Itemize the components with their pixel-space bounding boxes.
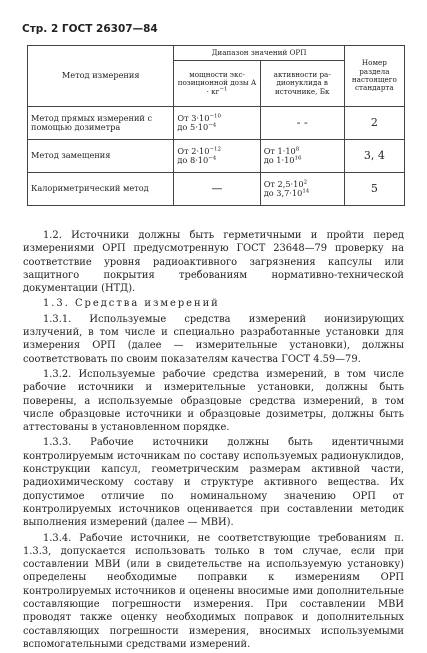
- paragraph-1-3-4: 1.3.4. Рабочие источники, не соответствующие требованиям п. 1.3.3, допускается использовать только в том случае, если при составлении МВИ (или в свидетельстве на используемую установку) определены необходимые поправки к измерениям ОРП контролируемых источников и оценены вносимые ими дополнительные составляющие погрешности измерения. При составлении МВИ проводят также оценку необходимых поправок и дополнительных составляющих погрешности измерения, вносимых используемыми вспомогательными средствами измерений.: [23, 532, 404, 650]
- row-section: 3, 4: [344, 140, 404, 173]
- paragraph-1-3-1: 1.3.1. Используемые средства измерений ионизирующих излучений, в том числе и специально разработанные установки для измерения ОРП (далее — измерительные установки), должны соответствовать по своим показателям качества ГОСТ 4.59—79.: [23, 313, 404, 365]
- range-group-header: Диапазон значений ОРП: [174, 46, 344, 61]
- table-row: [28, 107, 405, 140]
- row-activity-range: - -: [260, 107, 344, 140]
- page-header: Стр. 2 ГОСТ 26307—84: [22, 23, 158, 35]
- paragraph-1-3-2: 1.3.2. Используемые рабочие средства измерений, в том числе рабочие источники и измерительные установки, должны быть поверены, а используемые образцовые средства измерений, в том числе образцовые источники и образцовые дозиметры, должны быть аттестованы в установленном порядке.: [23, 368, 404, 434]
- col-activity-header: активности ра-дионуклида в источнике, Бк: [260, 61, 344, 107]
- section-heading-1-3: 1.3. Средства измерений: [43, 298, 220, 310]
- paragraph-1-2: 1.2. Источники должны быть герметичными и пройти перед измерениями ОРП предусмотренную ГОСТ 23648—79 проверку на соответствие уровня радиоактивного загрязнения капсулы или защитного покрытия требованиям нормативно-технической документации (НТД).: [23, 230, 404, 295]
- row-method: Метод прямых измерений с помощью дозиметра: [28, 107, 174, 140]
- row-power-range: —: [174, 173, 260, 206]
- measurement-methods-table: [27, 45, 405, 206]
- col-section-header: Номер раздела настоящего стандарта: [344, 46, 404, 107]
- row-section: 2: [344, 107, 404, 140]
- col-method-header: Метод измерения: [28, 46, 174, 107]
- row-power-range: От $3\cdot 10^{-10}$ до $5\cdot 10^{-4}$: [174, 107, 260, 140]
- body-text: [23, 229, 404, 653]
- col-power-header: мощности экс-позиционной дозы $А \cdot кг^{-1}$: [174, 61, 260, 107]
- row-section: 5: [344, 173, 404, 206]
- paragraph-1-3-3: 1.3.3. Рабочие источники должны быть идентичными контролируемым источникам по составу используемых радионуклидов, конструкции капсул, геометрическим размерам активной части, радиохимическому составу и структуре активного вещества. Их допустимое отличие по номинальному значению ОРП от контролируемых источников оценивается при составлении методик выполнения измерений (далее — МВИ).: [23, 437, 404, 529]
- row-activity-range: От $1\cdot 10^8$ до $1\cdot 10^{16}$: [260, 140, 344, 173]
- row-power-range: От $2\cdot 10^{-12}$ до $8\cdot 10^{-4}$: [174, 140, 260, 173]
- row-method: Метод замещения: [28, 140, 174, 173]
- table-row: [28, 173, 405, 206]
- table-row: [28, 140, 405, 173]
- row-activity-range: От $2,5\cdot 10^2$ до $3,7\cdot 10^{14}$: [260, 173, 344, 206]
- row-method: Калориметрический метод: [28, 173, 174, 206]
